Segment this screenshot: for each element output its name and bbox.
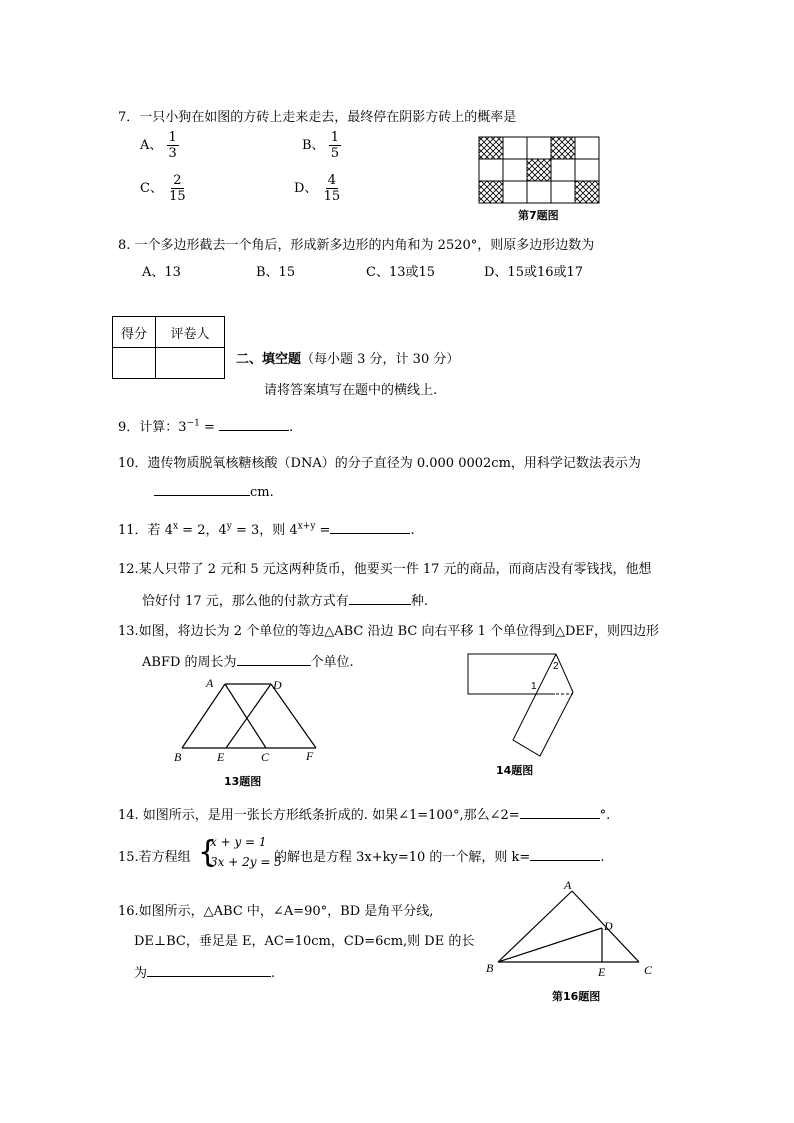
plain-tile bbox=[551, 159, 575, 181]
q13-text: ABFD 的周长为 bbox=[142, 655, 237, 670]
q16-side-ab bbox=[498, 891, 572, 962]
q7-option-a bbox=[140, 130, 179, 161]
q7-option-b bbox=[302, 130, 341, 161]
q15-prefix: 15.若方程组 bbox=[118, 850, 191, 865]
q11-prefix: 11．若 bbox=[118, 523, 165, 538]
q16-line1: 16.如图所示，△ABC 中，∠A=90°，BD 是角平分线, bbox=[118, 904, 434, 919]
q7-option-c-fraction bbox=[167, 173, 188, 204]
shaded-tile bbox=[575, 181, 599, 203]
plain-tile bbox=[503, 159, 527, 181]
q10-line2 bbox=[154, 483, 274, 500]
shaded-tile bbox=[479, 181, 503, 203]
denominator: 15 bbox=[169, 189, 186, 204]
q13-label-e: E bbox=[217, 750, 225, 764]
section2-heading bbox=[236, 348, 459, 367]
q13-caption: 13题图 bbox=[224, 775, 262, 788]
q13-line-df bbox=[271, 684, 316, 748]
score-cell bbox=[113, 348, 156, 379]
q11-exp-a: x bbox=[172, 521, 179, 532]
q8-option-c: C、13或15 bbox=[366, 265, 436, 280]
q9-answer-blank[interactable] bbox=[219, 418, 289, 431]
q10-answer-blank[interactable] bbox=[154, 483, 250, 496]
q7-stem: 7．一只小狗在如图的方砖上走来走去，最终停在阴影方砖上的概率是 bbox=[118, 110, 517, 125]
q7-option-b-label: B、 bbox=[302, 138, 325, 153]
q15-text: 的解也是方程 3x+ky=10 的一个解，则 k= bbox=[274, 850, 531, 865]
q7-tile-grid bbox=[478, 136, 602, 204]
q13-answer-blank[interactable] bbox=[237, 653, 311, 666]
q11-base-c: 4 bbox=[289, 523, 298, 538]
grader-header: 评卷人 bbox=[156, 317, 225, 348]
q9-exponent: −1 bbox=[186, 418, 200, 429]
q15-equation-2: 3x + 2y = 5 bbox=[210, 855, 282, 869]
q7-option-d-label: D、 bbox=[294, 181, 318, 196]
q9-base: 3 bbox=[178, 420, 187, 435]
q9-end: . bbox=[289, 420, 294, 435]
numerator: 2 bbox=[173, 173, 182, 188]
q14-angle-2: 2 bbox=[553, 661, 559, 672]
grader-cell bbox=[156, 348, 225, 379]
q9 bbox=[118, 416, 293, 435]
q14-strip-folded bbox=[513, 654, 573, 756]
q16-label-d: D bbox=[604, 919, 613, 933]
q14-figure bbox=[465, 650, 585, 762]
q12-answer-blank[interactable] bbox=[349, 592, 411, 605]
q15-brace: { bbox=[198, 835, 218, 870]
q16-answer-blank[interactable] bbox=[147, 964, 271, 977]
denominator: 15 bbox=[323, 189, 341, 204]
section2-title: 二、填空题 bbox=[236, 352, 302, 367]
q10-unit: cm. bbox=[250, 485, 274, 500]
q11 bbox=[118, 519, 415, 538]
q11-end: . bbox=[410, 523, 415, 538]
q13-figure bbox=[170, 672, 330, 764]
q16-label-e: E bbox=[598, 965, 606, 979]
shaded-tile bbox=[479, 137, 503, 159]
q7-option-d bbox=[294, 173, 342, 204]
numerator: 1 bbox=[168, 130, 177, 145]
q16-label-b: B bbox=[486, 961, 494, 975]
q14-text: 14. 如图所示，是用一张长方形纸条折成的. 如果∠1=100°,那么∠2= bbox=[118, 808, 520, 823]
shaded-tile bbox=[527, 159, 551, 181]
q13-line-ed bbox=[226, 684, 271, 748]
q13-end: 个单位. bbox=[310, 655, 354, 670]
q7-caption: 第7题图 bbox=[518, 209, 559, 222]
plain-tile bbox=[527, 181, 551, 203]
q16-caption: 第16题图 bbox=[552, 990, 601, 1003]
q16-figure bbox=[484, 878, 664, 982]
q8-option-b: B、15 bbox=[256, 265, 296, 280]
q16-line3 bbox=[134, 962, 275, 981]
plain-tile bbox=[479, 159, 503, 181]
q7-option-a-fraction bbox=[167, 130, 179, 161]
q14-end: °. bbox=[599, 808, 611, 823]
plain-tile bbox=[527, 137, 551, 159]
q15-answer-blank[interactable] bbox=[530, 848, 600, 861]
q8-stem: 8. 一个多边形截去一个角后，形成新多边形的内角和为 2520°，则原多边形边数为 bbox=[118, 238, 595, 253]
shaded-tile bbox=[551, 137, 575, 159]
q15-equation-1: x + y = 1 bbox=[210, 835, 267, 849]
q14-strip-top bbox=[468, 654, 556, 694]
q12-end: 种. bbox=[410, 594, 428, 609]
q11-base-a: 4 bbox=[164, 523, 173, 538]
q11-answer-blank[interactable] bbox=[330, 521, 410, 534]
q14 bbox=[118, 804, 610, 823]
q13-line2 bbox=[142, 651, 354, 670]
plain-tile bbox=[503, 181, 527, 203]
q11-text2: = 3，则 bbox=[231, 523, 290, 538]
q13-label-f: F bbox=[306, 749, 314, 763]
q16-line2: DE⊥BC，垂足是 E，AC=10cm，CD=6cm,则 DE 的长 bbox=[134, 934, 475, 949]
q11-exp-c: x+y bbox=[297, 521, 316, 532]
q12-text: 恰好付 17 元，那么他的付款方式有 bbox=[142, 594, 349, 609]
q13-label-b: B bbox=[174, 750, 182, 764]
q9-prefix: 9．计算： bbox=[118, 420, 179, 435]
denominator: 5 bbox=[330, 146, 339, 161]
q7-option-d-fraction bbox=[322, 173, 343, 204]
q9-equals: = bbox=[199, 420, 215, 435]
q16-end: . bbox=[271, 966, 276, 981]
q10-line1: 10．遗传物质脱氧核糖核酸（DNA）的分子直径为 0.000 0002cm，用科学记数法表示为 bbox=[118, 456, 641, 471]
q14-caption: 14题图 bbox=[496, 764, 534, 777]
denominator: 3 bbox=[168, 146, 177, 161]
q7-option-a-label: A、 bbox=[140, 138, 163, 153]
plain-tile bbox=[575, 159, 599, 181]
q7-option-c-label: C、 bbox=[140, 181, 163, 196]
q16-label-a: A bbox=[564, 878, 572, 892]
plain-tile bbox=[551, 181, 575, 203]
score-header: 得分 bbox=[113, 317, 156, 348]
plain-tile bbox=[503, 137, 527, 159]
q14-answer-blank[interactable] bbox=[520, 806, 600, 819]
section2-instruction: 请将答案填写在题中的横线上. bbox=[264, 383, 438, 398]
q15-system bbox=[210, 832, 282, 872]
q13-label-d: D bbox=[273, 678, 282, 692]
q14-angle-1: 1 bbox=[531, 681, 537, 692]
q15-end: . bbox=[600, 850, 605, 865]
q12-line1: 12.某人只带了 2 元和 5 元这两种货币，他要买一件 17 元的商品，而商店没有零钱找，他想 bbox=[118, 562, 652, 577]
numerator: 1 bbox=[330, 130, 339, 145]
q11-text1: = 2， bbox=[178, 523, 219, 538]
q13-label-c: C bbox=[261, 750, 270, 764]
q16-label-c: C bbox=[644, 963, 653, 977]
plain-tile bbox=[575, 137, 599, 159]
q8-option-a: A、13 bbox=[142, 265, 181, 280]
q13-line1: 13.如图，将边长为 2 个单位的等边△ABC 沿边 BC 向右平移 1 个单位得到△DEF，则四边形 bbox=[118, 624, 659, 639]
q11-exp-b: y bbox=[226, 521, 232, 532]
q13-line-ac bbox=[225, 684, 266, 748]
q8-option-d: D、15或16或17 bbox=[484, 265, 584, 280]
q16-text: 为 bbox=[134, 966, 148, 981]
q11-text3: = bbox=[315, 523, 331, 538]
score-box bbox=[112, 316, 225, 379]
q13-line-ab bbox=[182, 684, 225, 748]
q13-label-a: A bbox=[206, 676, 214, 690]
q11-base-b: 4 bbox=[218, 523, 227, 538]
q7-option-b-fraction bbox=[329, 130, 341, 161]
section2-note: （每小题 3 分，计 30 分） bbox=[301, 352, 460, 367]
numerator: 4 bbox=[327, 173, 336, 188]
q16-bisector-bd bbox=[498, 928, 602, 962]
q15-body bbox=[274, 846, 604, 865]
q12-line2 bbox=[142, 590, 428, 609]
q7-option-c bbox=[140, 173, 188, 204]
